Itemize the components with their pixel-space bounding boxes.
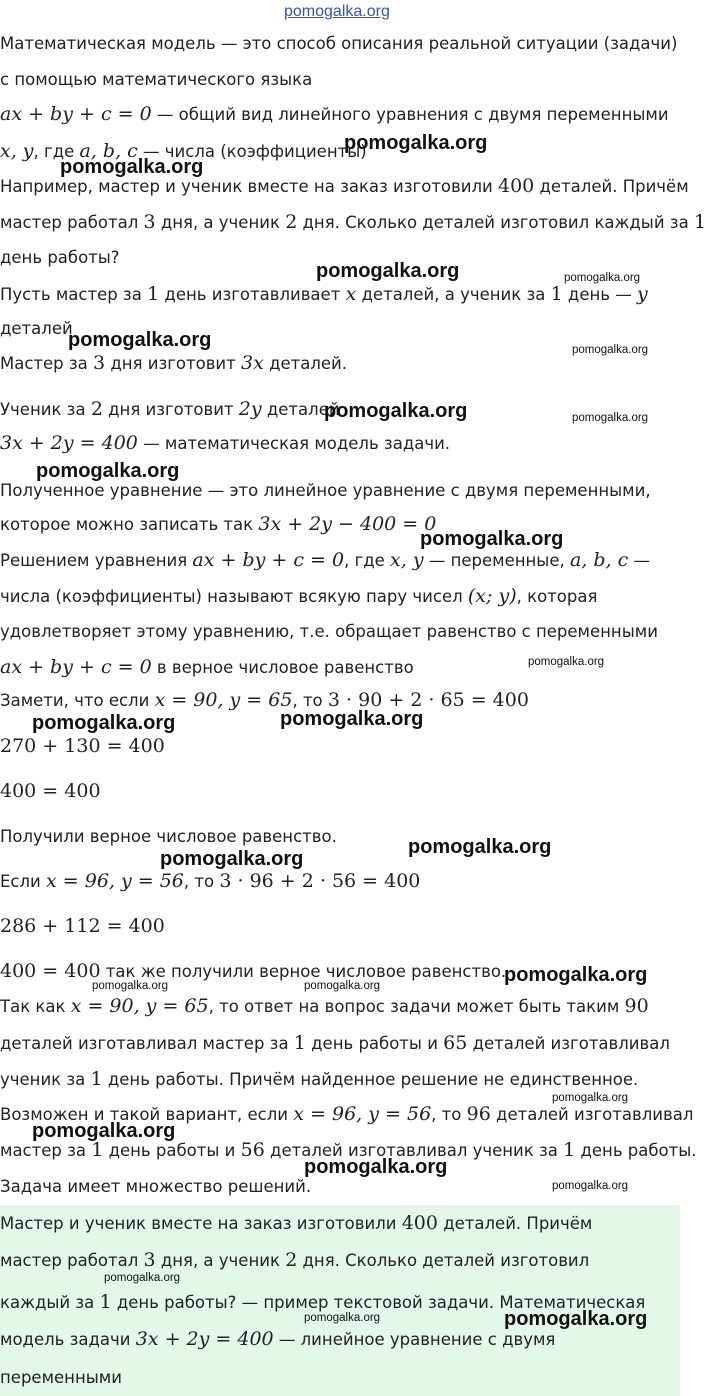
text-fragment: день работы и: [103, 1141, 241, 1160]
text-fragment: день работы? — пример текстовой задачи. Математическая: [111, 1293, 646, 1312]
math-number: 96: [466, 1103, 491, 1125]
math-number: 3 · 96 + 2 · 56 = 400: [219, 870, 421, 892]
math-expression: a, b, c: [569, 549, 629, 571]
watermark: pomogalka.org: [304, 1156, 448, 1178]
text-fragment: модель задачи: [0, 1330, 136, 1349]
text-fragment: Задача имеет множество решений.: [0, 1177, 312, 1196]
watermark: pomogalka.org: [564, 272, 641, 284]
text-fragment: день —: [562, 285, 637, 304]
text-fragment: день работы. Причём найденное решение не единственное.: [102, 1070, 639, 1089]
math-number: 56: [240, 1139, 265, 1161]
math-number: 1: [147, 283, 160, 305]
text-line: [0, 961, 506, 982]
text-fragment: дня, а ученик: [155, 1251, 286, 1270]
text-line: [0, 871, 420, 892]
watermark: pomogalka.org: [304, 980, 381, 992]
math-number: 1: [293, 1032, 306, 1054]
text-line: [0, 248, 120, 268]
math-expression: 3x: [241, 352, 264, 374]
text-fragment: Получили верное числовое равенство.: [0, 827, 337, 846]
watermark: pomogalka.org: [280, 708, 424, 730]
math-number: 2: [285, 211, 298, 233]
watermark: pomogalka.org: [36, 460, 180, 482]
text-fragment: дня, а ученик: [155, 213, 286, 232]
text-line: [0, 481, 651, 501]
text-fragment: Мастер за: [0, 354, 94, 373]
text-fragment: деталей изготавливал ученик за: [264, 1141, 564, 1160]
math-expression: 3x + 2y = 400: [0, 432, 138, 454]
text-fragment: день работы?: [0, 248, 120, 267]
math-expression: 2y: [238, 398, 262, 420]
math-expression: x, y: [390, 549, 424, 571]
text-fragment: — числа (коэффициенты): [137, 142, 367, 161]
text-fragment: , где: [33, 142, 80, 161]
text-fragment: Полученное уравнение — это линейное уравнение с двумя переменными,: [0, 481, 651, 500]
math-expression: ax + by + c = 0: [192, 549, 345, 571]
math-number: 3: [93, 352, 106, 374]
watermark: pomogalka.org: [316, 260, 460, 282]
text-fragment: каждый за: [0, 1293, 100, 1312]
text-line: [0, 1368, 122, 1388]
text-line: [0, 212, 706, 233]
text-fragment: день изготавливает: [159, 285, 346, 304]
text-fragment: дня изготовит: [105, 354, 242, 373]
math-expression: ax + by + c = 0: [0, 103, 152, 125]
watermark: pomogalka.org: [92, 980, 169, 992]
math-number: 3: [143, 1249, 156, 1271]
math-number: 3 · 90 + 2 · 65 = 400: [327, 689, 529, 711]
text-fragment: , которая: [516, 587, 598, 606]
text-fragment: — линейное уравнение с двумя: [273, 1330, 556, 1349]
math-expression: x: [345, 283, 357, 305]
text-line: [0, 781, 101, 802]
watermark: pomogalka.org: [32, 1120, 176, 1142]
text-fragment: деталей, а ученик за: [356, 285, 551, 304]
text-fragment: которое можно записать так: [0, 515, 259, 534]
text-fragment: деталей: [0, 319, 73, 338]
math-number: 400 = 400: [0, 960, 101, 982]
math-number: 400 = 400: [0, 780, 101, 802]
text-fragment: мастер работал: [0, 1251, 144, 1270]
text-fragment: переменными: [0, 1368, 122, 1387]
text-line: [0, 996, 649, 1017]
math-expression: ax + by + c = 0: [0, 656, 152, 678]
watermark: pomogalka.org: [160, 848, 304, 870]
math-number: 1: [90, 1068, 103, 1090]
math-expression: x = 90, y = 65: [70, 995, 209, 1017]
watermark: pomogalka.org: [68, 329, 212, 351]
math-expression: a, b, c: [79, 140, 138, 162]
watermark: pomogalka.org: [504, 1308, 648, 1330]
text-fragment: Так как: [0, 997, 71, 1016]
math-number: 65: [443, 1032, 468, 1054]
text-line: [0, 690, 529, 711]
text-line: [0, 319, 73, 339]
watermark: pomogalka.org: [32, 712, 176, 734]
math-expression: x = 96, y = 56: [293, 1103, 432, 1125]
watermark: pomogalka.org: [572, 344, 649, 356]
watermark: pomogalka.org: [324, 400, 468, 422]
text-fragment: в верное числовое равенство: [151, 658, 414, 677]
text-fragment: — переменные,: [423, 551, 570, 570]
text-fragment: Если: [0, 872, 47, 891]
text-fragment: Пусть мастер за: [0, 285, 148, 304]
text-line: [0, 1329, 555, 1350]
text-fragment: дня изготовит: [102, 400, 239, 419]
text-fragment: , то: [292, 691, 328, 710]
watermark: pomogalka.org: [304, 1312, 381, 1324]
math-number: 400: [498, 175, 535, 197]
text-fragment: так же получили верное числовое равенство.: [100, 962, 507, 981]
math-expression: y: [637, 283, 648, 305]
text-line: [0, 586, 597, 607]
text-fragment: с помощью математического языка: [0, 70, 313, 89]
math-number: 3: [143, 211, 156, 233]
text-line: [0, 1069, 638, 1090]
text-fragment: деталей. Причём: [437, 1214, 593, 1233]
text-fragment: день работы и: [305, 1034, 444, 1053]
text-line: [0, 916, 165, 937]
text-fragment: , то: [183, 872, 220, 891]
math-expression: 3x + 2y = 400: [135, 1328, 274, 1350]
text-line: [0, 284, 648, 305]
text-line: [0, 1250, 589, 1271]
text-fragment: Ученик за: [0, 400, 91, 419]
text-fragment: Математическая модель — это способ описания реальной ситуации (задачи): [0, 34, 678, 53]
watermark: pomogalka.org: [104, 1272, 181, 1284]
text-fragment: деталей.: [263, 354, 348, 373]
text-fragment: , где: [344, 551, 391, 570]
text-fragment: Мастер и ученик вместе на заказ изготовили: [0, 1214, 402, 1233]
text-fragment: деталей: [261, 400, 340, 419]
text-line: [0, 622, 658, 642]
watermark: pomogalka.org: [572, 412, 649, 424]
text-line: [0, 1213, 592, 1234]
site-link[interactable]: pomogalka.org: [284, 3, 390, 20]
math-number: 1: [550, 283, 563, 305]
math-expression: x = 96, y = 56: [46, 870, 184, 892]
text-line: [0, 1033, 670, 1054]
text-fragment: удовлетворяет этому уравнению, т.е. обращает равенство с переменными: [0, 622, 658, 641]
watermark: pomogalka.org: [528, 656, 605, 668]
text-line: [0, 550, 650, 571]
math-number: 2: [90, 398, 103, 420]
watermark: pomogalka.org: [344, 132, 488, 154]
text-line: [0, 399, 340, 420]
text-line: [0, 34, 677, 54]
text-fragment: Замети, что если: [0, 691, 155, 710]
text-line: [0, 657, 414, 678]
watermark: pomogalka.org: [420, 528, 564, 550]
math-number: 1: [693, 211, 706, 233]
math-number: 1: [563, 1139, 576, 1161]
text-line: [0, 827, 337, 847]
math-number: 286 + 112 = 400: [0, 915, 165, 937]
math-number: 400: [401, 1212, 438, 1234]
text-fragment: Возможен и такой вариант, если: [0, 1105, 294, 1124]
text-fragment: числа (коэффициенты) называют всякую пару чисел: [0, 587, 468, 606]
text-fragment: —: [628, 551, 651, 570]
text-fragment: деталей изготавливал мастер за: [0, 1034, 294, 1053]
watermark: pomogalka.org: [552, 1092, 629, 1104]
math-expression: 3x + 2y − 400 = 0: [258, 513, 437, 535]
watermark: pomogalka.org: [408, 836, 552, 858]
text-fragment: — общий вид линейного уравнения с двумя переменными: [151, 105, 669, 124]
text-line: [0, 176, 689, 197]
text-line: [0, 353, 347, 374]
text-line: [0, 70, 312, 90]
math-expression: x, y: [0, 140, 34, 162]
text-fragment: мастер работал: [0, 213, 144, 232]
text-fragment: дня. Сколько деталей изготовил: [297, 1251, 590, 1270]
math-number: 90: [624, 995, 649, 1017]
watermark: pomogalka.org: [552, 1180, 629, 1192]
text-line: [0, 433, 450, 454]
text-line: [0, 1177, 311, 1197]
text-fragment: деталей изготавливал: [490, 1105, 694, 1124]
math-number: 270 + 130 = 400: [0, 735, 165, 757]
text-fragment: дня. Сколько деталей изготовил каждый за: [297, 213, 694, 232]
text-fragment: ученик за: [0, 1070, 91, 1089]
text-line: [0, 104, 669, 125]
text-fragment: деталей. Причём: [534, 177, 689, 196]
math-expression: (x; y): [467, 585, 517, 607]
text-fragment: , то ответ на вопрос задачи может быть таким: [208, 997, 625, 1016]
text-line: [0, 736, 165, 757]
text-line: [0, 514, 436, 535]
text-fragment: мастер за: [0, 1141, 92, 1160]
watermark: pomogalka.org: [60, 156, 204, 178]
text-fragment: , то: [431, 1105, 467, 1124]
text-fragment: деталей изготавливал: [467, 1034, 670, 1053]
math-expression: x = 90, y = 65: [154, 689, 293, 711]
math-number: 1: [99, 1291, 112, 1313]
text-fragment: — математическая модель задачи.: [137, 434, 451, 453]
text-fragment: Решением уравнения: [0, 551, 193, 570]
math-number: 1: [91, 1139, 104, 1161]
text-fragment: день работы.: [575, 1141, 697, 1160]
text-fragment: Например, мастер и ученик вместе на заказ изготовили: [0, 177, 498, 196]
math-number: 2: [285, 1249, 298, 1271]
watermark: pomogalka.org: [504, 964, 648, 986]
